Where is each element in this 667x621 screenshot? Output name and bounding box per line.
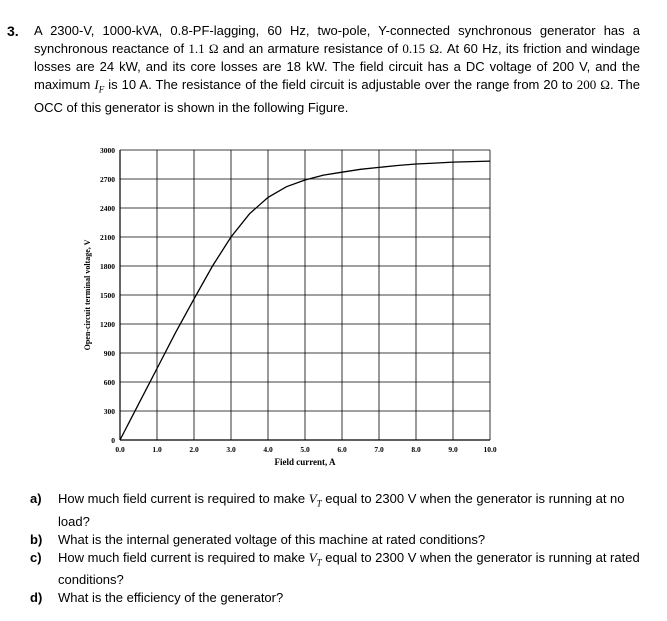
question-c <box>30 549 640 590</box>
question-text <box>58 589 640 607</box>
y-tick-label: 2700 <box>100 175 115 184</box>
y-tick-label: 2100 <box>100 233 115 242</box>
problem-text-part: is 10 A. The resistance of the field circuit is adjustable over the range from 20 to <box>104 77 577 92</box>
question-label: b) <box>30 531 43 547</box>
y-axis-label: Open-circuit terminal voltage, V <box>83 239 92 351</box>
question-text <box>58 549 640 590</box>
question-text <box>58 531 640 549</box>
question-text-part: What is the internal generated voltage of this machine at rated conditions? <box>58 531 486 547</box>
ohm-symbol: Ω <box>208 41 219 56</box>
y-tick-label: 900 <box>103 349 115 358</box>
field-resistance-max: 200 <box>576 77 597 92</box>
y-tick-label: 2400 <box>100 204 115 213</box>
voltage-subscript: T <box>316 557 322 568</box>
x-tick-label: 6.0 <box>337 445 347 454</box>
question-label: d) <box>30 590 43 606</box>
x-tick-label: 3.0 <box>226 445 236 454</box>
question-label: c) <box>30 549 42 565</box>
problem-text-part: . The OCC of this generator is shown in the following Figure. <box>34 77 641 115</box>
x-axis-label: Field current, A <box>274 457 336 467</box>
problem-number: 3. <box>7 23 19 39</box>
y-tick-label: 1500 <box>100 291 115 300</box>
problem-text-part: and an armature resistance of <box>218 41 403 56</box>
occ-chart <box>80 140 510 470</box>
ohm-symbol: Ω <box>429 41 439 56</box>
question-list <box>30 490 640 607</box>
x-tick-label: 10.0 <box>483 445 497 454</box>
field-current-symbol: I <box>94 77 99 92</box>
question-a <box>30 490 640 531</box>
question-b <box>30 531 640 549</box>
problem-text <box>34 22 640 117</box>
y-tick-label: 300 <box>103 407 115 416</box>
x-tick-label: 8.0 <box>411 445 421 454</box>
question-text-part: How much field current is required to make <box>58 549 309 565</box>
field-current-subscript: F <box>98 84 105 95</box>
question-text-part: What is the efficiency of the generator? <box>58 590 284 606</box>
x-tick-label: 7.0 <box>374 445 384 454</box>
ohm-symbol: Ω <box>600 77 610 92</box>
question-text-part: How much field current is required to make <box>58 491 309 506</box>
x-tick-label: 5.0 <box>300 445 310 454</box>
question-d <box>30 589 640 607</box>
problem-text-part: A 2300-V, 1000-kVA, 0.8-PF-lagging, 60 Hz, two-pole, Y-connected synchronous generator has a synchronous reactance of <box>34 23 640 56</box>
y-tick-labels <box>100 146 115 445</box>
x-tick-label: 4.0 <box>263 445 273 454</box>
resistance-value: 0.15 <box>402 41 426 56</box>
y-tick-label: 600 <box>103 378 115 387</box>
voltage-subscript: T <box>316 498 322 509</box>
voltage-symbol: V <box>308 549 317 565</box>
question-label: a) <box>30 491 42 506</box>
question-text-part: equal to 2300 V when the generator is running at rated conditions? <box>58 549 640 588</box>
problem-statement <box>7 22 641 117</box>
x-tick-label: 1.0 <box>152 445 162 454</box>
problem-text-part: . At 60 Hz, its friction and windage losses are 24 kW, and its core losses are 18 kW. The field circuit has a DC voltage of 200 V, and the maximum <box>34 41 640 92</box>
question-text <box>58 490 640 531</box>
y-tick-label: 0 <box>111 436 115 445</box>
reactance-value: 1.1 <box>188 41 205 56</box>
x-tick-label: 9.0 <box>448 445 458 454</box>
x-tick-label: 2.0 <box>189 445 199 454</box>
y-tick-label: 1200 <box>100 320 115 329</box>
x-tick-label: 0.0 <box>115 445 125 454</box>
y-tick-label: 3000 <box>100 146 115 155</box>
y-tick-label: 1800 <box>100 262 115 271</box>
x-tick-labels <box>115 445 497 454</box>
voltage-symbol: V <box>308 491 317 506</box>
chart-grid <box>120 150 490 440</box>
question-text-part: equal to 2300 V when the generator is running at no load? <box>58 491 625 529</box>
